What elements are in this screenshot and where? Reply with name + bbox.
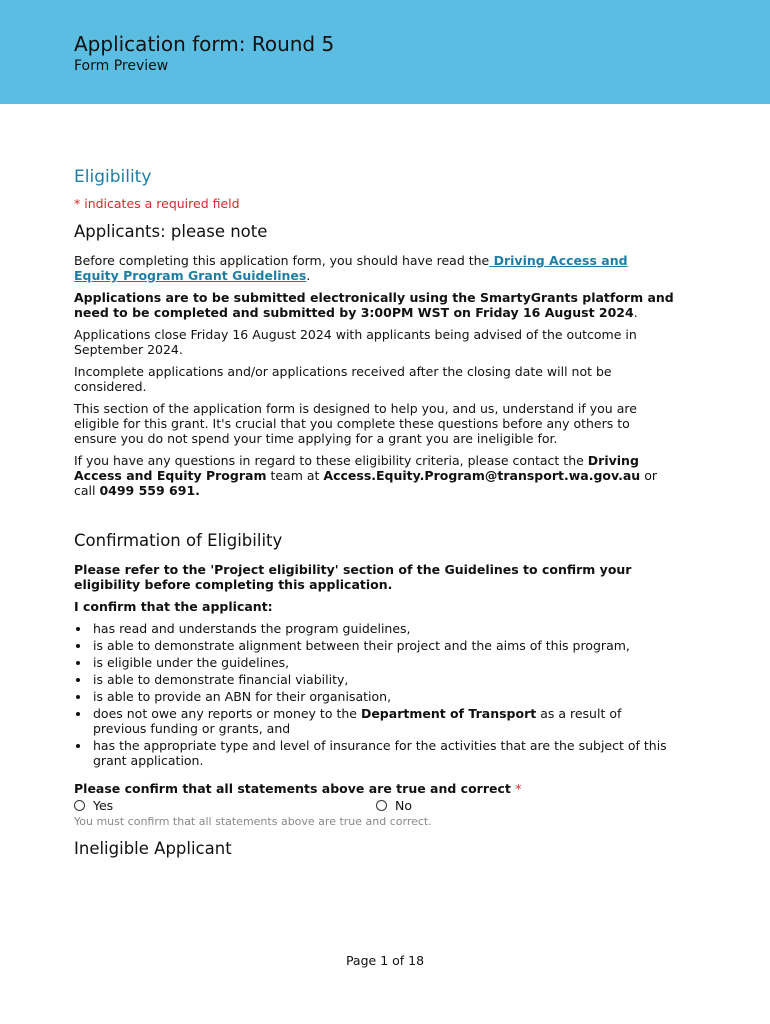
confirmation-list — [74, 621, 674, 768]
list-item: • has read and understands the program guidelines, — [91, 621, 674, 636]
submission-paragraph: Applications are to be submitted electronically using the SmartyGrants platform and need to be completed and submitted by 3:00PM WST on Friday 16 August 2024. — [74, 290, 674, 320]
form-subtitle: Form Preview — [74, 58, 169, 74]
confirm-question: Please confirm that all statements above are true and correct * — [74, 781, 522, 796]
section-purpose-paragraph: This section of the application form is designed to help you, and us, understand if you are eligible for this grant. It's crucial that you complete these questions before any others to ensure you do not spend your time applying for a grant you are ineligible for. — [74, 401, 637, 446]
required-note: * indicates a required field — [74, 196, 240, 211]
refer-guidelines-text: Please refer to the 'Project eligibility' section of the Guidelines to confirm your eligibility before completing this application. — [74, 562, 632, 592]
required-marker: * — [515, 781, 522, 796]
confirm-lead: I confirm that the applicant: — [74, 599, 273, 614]
list-item: • is able to provide an ABN for their organisation, — [91, 689, 674, 704]
applicants-heading: Applicants: please note — [74, 222, 268, 241]
contact-phone: 0499 559 691. — [99, 483, 200, 498]
radio-circle-icon[interactable] — [376, 800, 387, 811]
header-banner — [0, 0, 770, 104]
form-title: Application form: Round 5 — [74, 32, 335, 56]
contact-paragraph: If you have any questions in regard to these eligibility criteria, please contact the Driving Access and Equity Program team at Access.Equity.Program@transport.wa.gov.au or call 0499 559 691. — [74, 453, 657, 498]
ineligible-heading: Ineligible Applicant — [74, 839, 232, 858]
list-item: • is able to demonstrate financial viability, — [91, 672, 674, 687]
confirm-hint: You must confirm that all statements above are true and correct. — [74, 815, 432, 828]
radio-yes[interactable]: Yes — [74, 798, 376, 813]
list-item: • is able to demonstrate alignment between their project and the aims of this program, — [91, 638, 674, 653]
radio-circle-icon[interactable] — [74, 800, 85, 811]
intro-paragraph: Before completing this application form, you should have read the Driving Access and Equity Program Grant Guidelines. — [74, 253, 628, 283]
contact-email: Access.Equity.Program@transport.wa.gov.au — [323, 468, 641, 483]
form-content — [74, 167, 674, 870]
confirm-radio-group — [74, 798, 674, 813]
list-item: • does not owe any reports or money to the Department of Transport as a result of previous funding or grants, and — [91, 706, 674, 736]
page-number: Page 1 of 18 — [345, 953, 425, 968]
guidelines-link[interactable]: Driving Access and Equity Program Grant Guidelines — [74, 253, 628, 283]
confirmation-heading: Confirmation of Eligibility — [74, 531, 283, 550]
radio-no[interactable]: No — [376, 798, 412, 813]
list-item: • has the appropriate type and level of insurance for the activities that are the subject of this grant application. — [91, 738, 674, 768]
list-item: • is eligible under the guidelines, — [91, 655, 674, 670]
eligibility-heading: Eligibility — [74, 167, 152, 187]
late-paragraph: Incomplete applications and/or applications received after the closing date will not be considered. — [74, 364, 612, 394]
close-paragraph: Applications close Friday 16 August 2024 with applicants being advised of the outcome in September 2024. — [74, 327, 637, 357]
